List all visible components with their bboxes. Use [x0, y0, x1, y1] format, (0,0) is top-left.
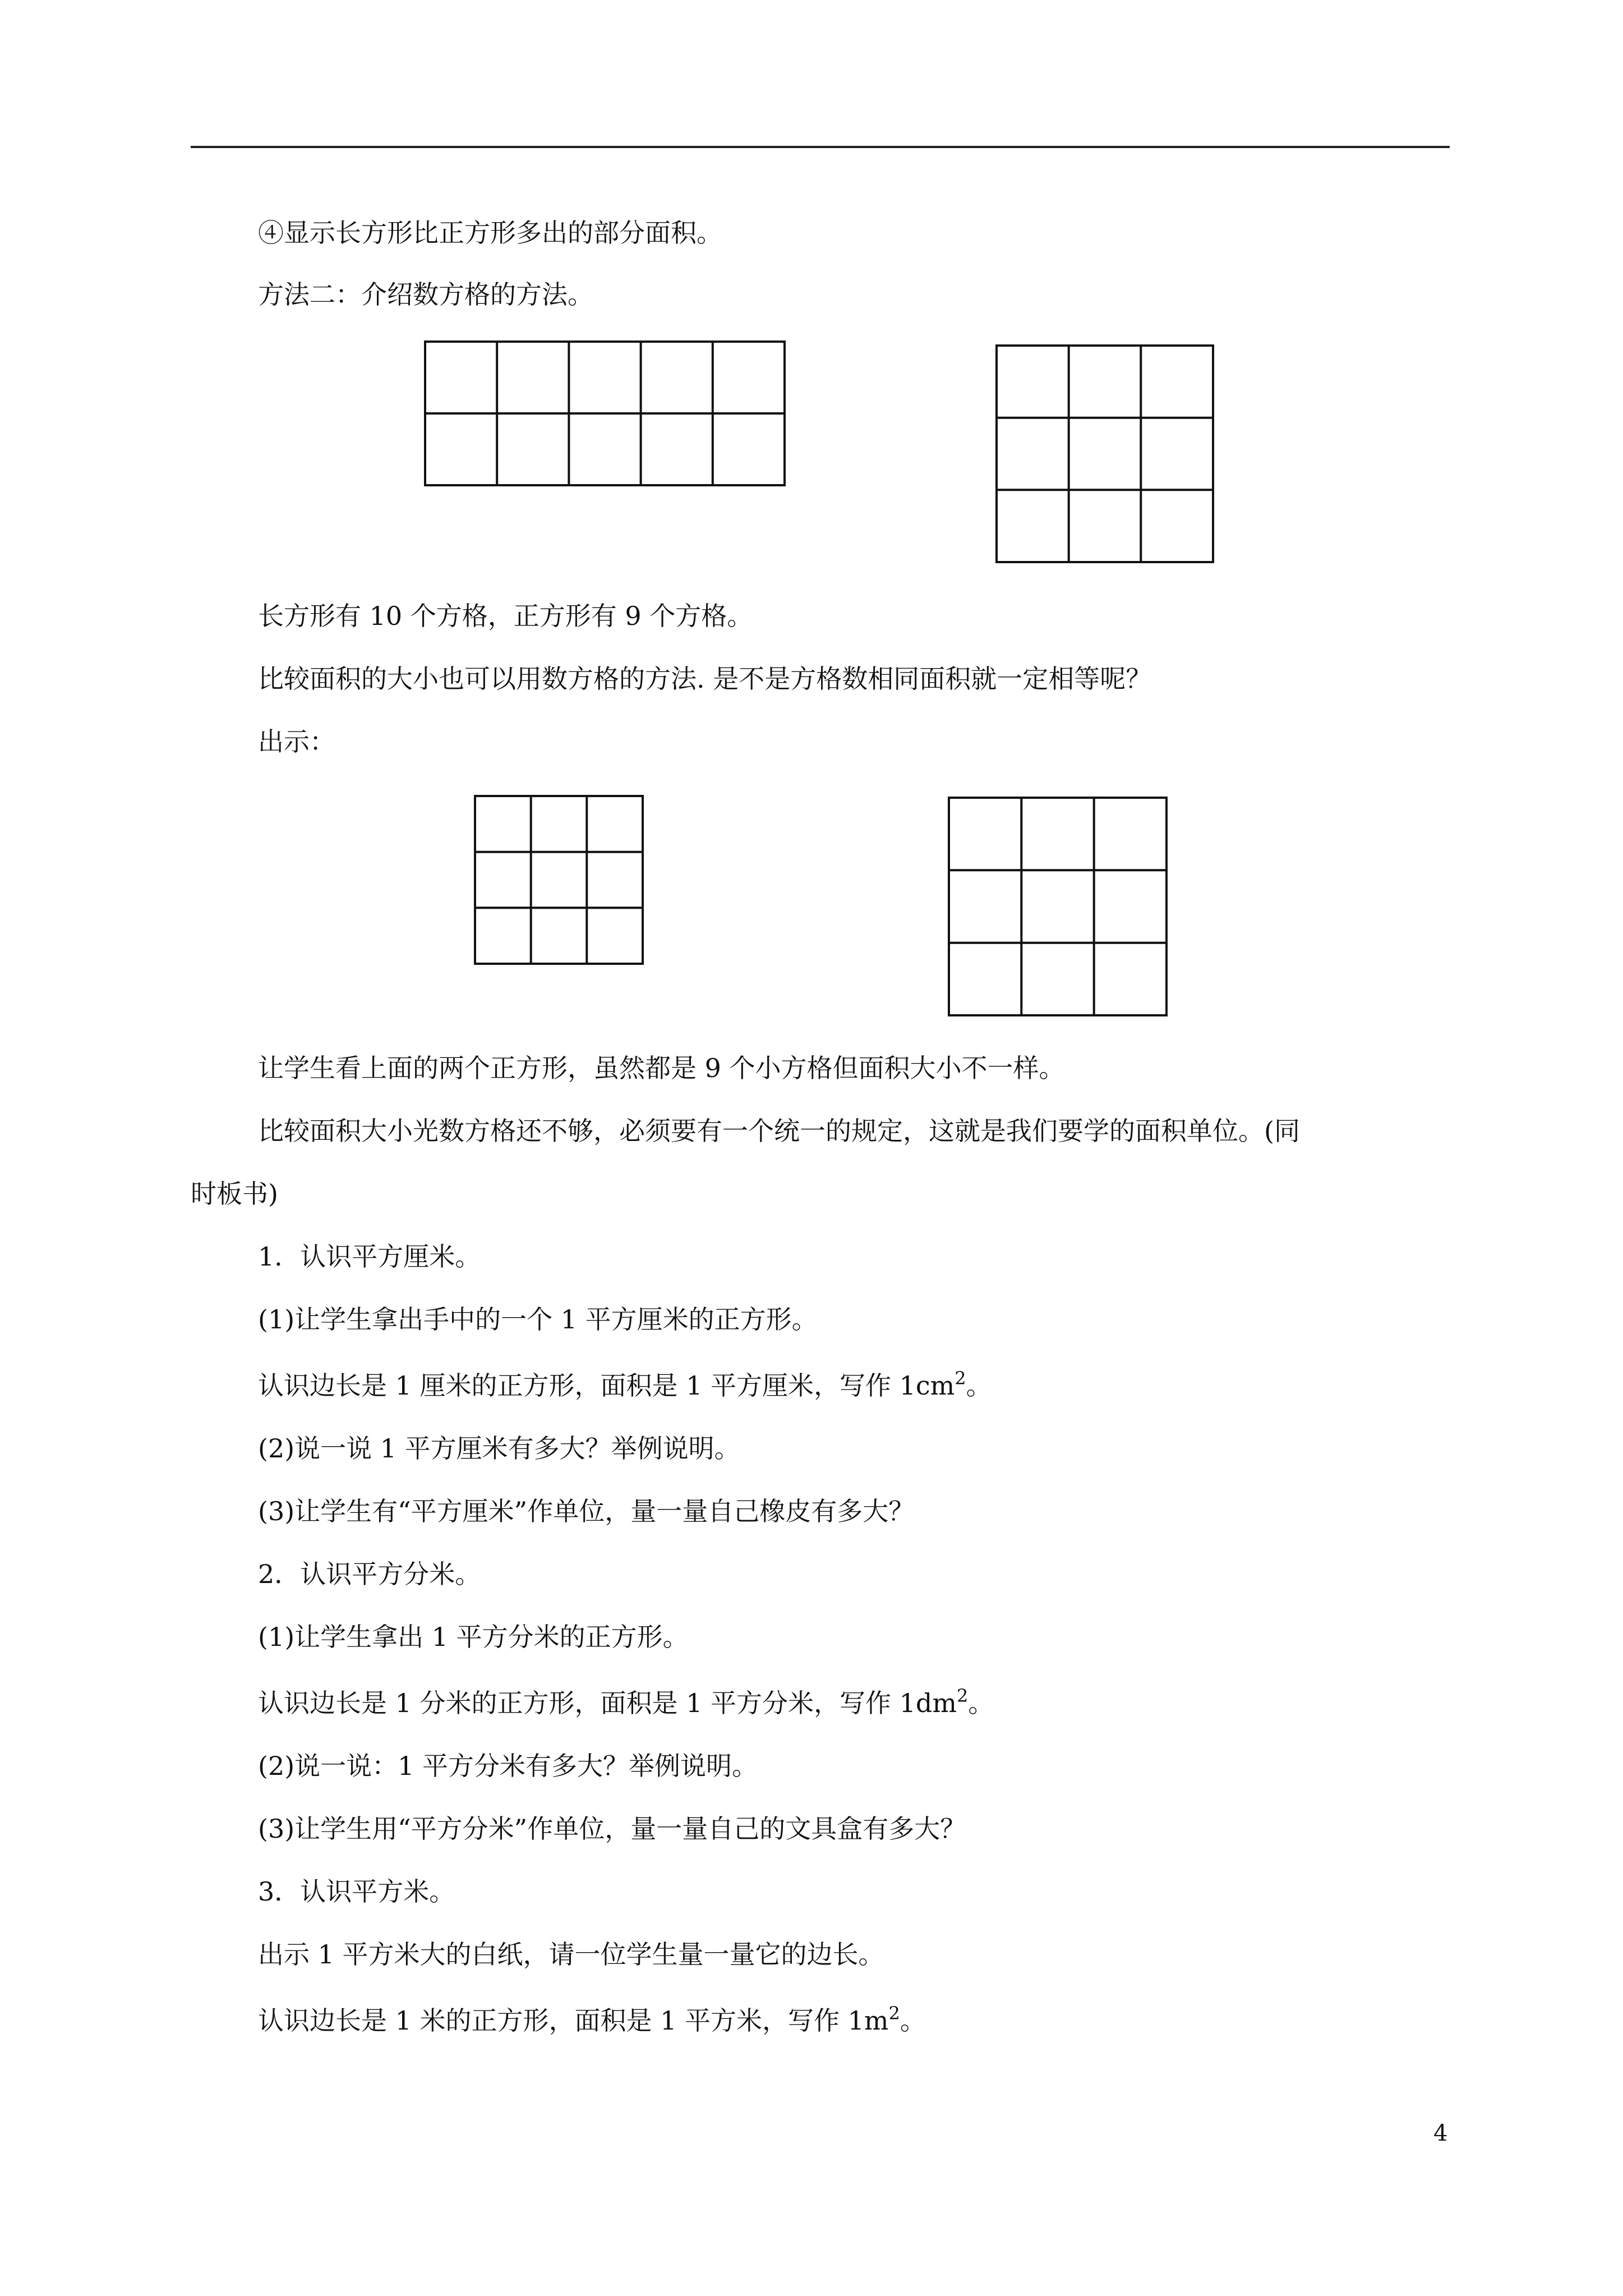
- heading-square-decimeter: 2．认识平方分米。: [258, 1559, 481, 1589]
- page-number: 4: [1433, 2120, 1448, 2146]
- heading-square-meter: 3．认识平方米。: [258, 1876, 455, 1907]
- text-line-m-1: 出示 1 平方米大的白纸，请一位学生量一量它的边长。: [258, 1939, 884, 1970]
- text-line-method-two: 方法二：介绍数方格的方法。: [258, 279, 593, 310]
- text-line-show: 出示：: [258, 726, 335, 757]
- large-square-grid-3x3: [948, 797, 1168, 1016]
- text-line-dm-1: (1)让学生拿出 1 平方分米的正方形。: [258, 1622, 689, 1652]
- text-line-step-4: ④显示长方形比正方形多出的部分面积。: [258, 218, 722, 248]
- text-line-cm-definition: 认识边长是 1 厘米的正方形，面积是 1 平方厘米，写作 $1cm^2$。: [258, 1368, 992, 1401]
- heading-square-centimeter: 1．认识平方厘米。: [258, 1241, 481, 1272]
- text-line-dm-2: (2)说一说：1 平方分米有多大？举例说明。: [258, 1751, 758, 1781]
- text-line-cm-3: (3)让学生有“平方厘米”作单位，量一量自己橡皮有多大？: [258, 1496, 915, 1526]
- text-line-unit-intro: 比较面积大小光数方格还不够，必须要有一个统一的规定，这就是我们要学的面积单位。(同: [258, 1116, 1300, 1146]
- small-square-grid-3x3: [474, 795, 644, 965]
- text-line-cm-2: (2)说一说 1 平方厘米有多大？举例说明。: [258, 1433, 740, 1464]
- text-line-question: 比较面积的大小也可以用数方格的方法. 是不是方格数相同面积就一定相等呢？: [258, 664, 1152, 694]
- text-line-grid-count: 长方形有 10 个方格，正方形有 9 个方格。: [258, 601, 753, 631]
- text-line-cm-1: (1)让学生拿出手中的一个 1 平方厘米的正方形。: [258, 1304, 818, 1335]
- text-line-dm-3: (3)让学生用“平方分米”作单位，量一量自己的文具盒有多大？: [258, 1814, 966, 1844]
- text-line-m-definition: 认识边长是 1 米的正方形，面积是 1 平方米，写作 $1m^2$。: [258, 2003, 926, 2036]
- square-grid-3x3-top: [995, 344, 1214, 563]
- text-line-dm-definition: 认识边长是 1 分米的正方形，面积是 1 平方分米，写作 $1dm^2$。: [258, 1685, 994, 1718]
- text-line-unit-intro-cont: 时板书): [191, 1179, 278, 1209]
- header-rule: [191, 146, 1450, 148]
- text-line-compare-squares: 让学生看上面的两个正方形，虽然都是 9 个小方格但面积大小不一样。: [258, 1053, 1065, 1083]
- rectangle-grid-2x5: [424, 341, 786, 486]
